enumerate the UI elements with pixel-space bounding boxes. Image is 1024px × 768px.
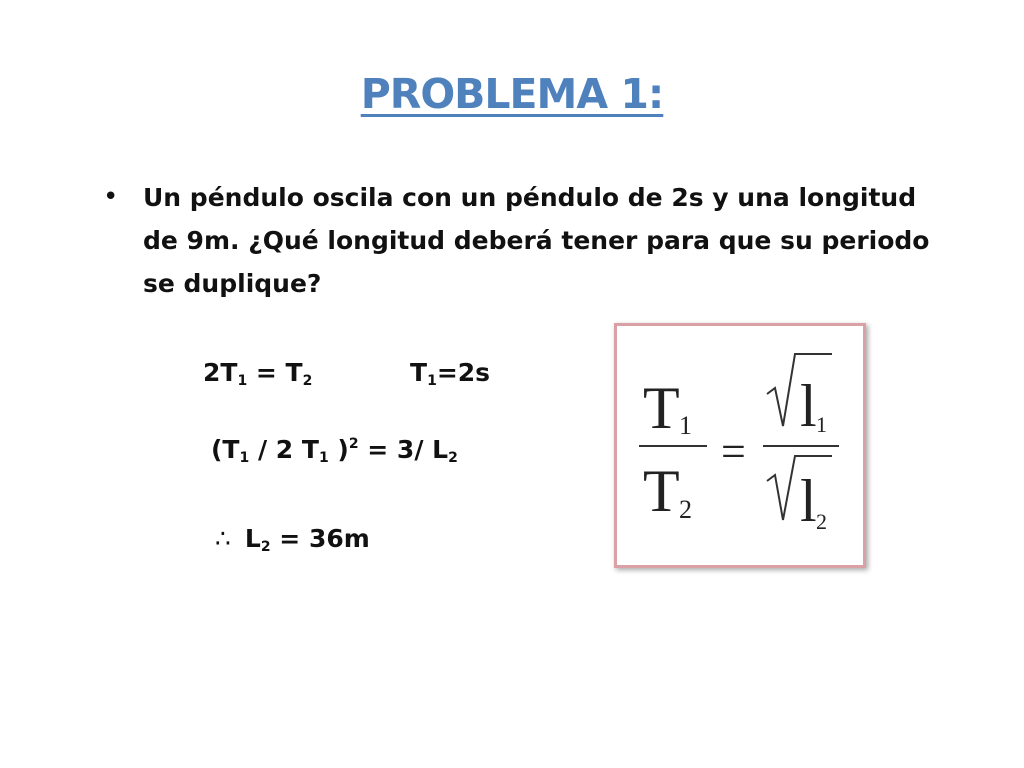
equation-ratio <box>211 435 458 466</box>
formula-num-right: l <box>800 373 817 439</box>
slide-title <box>0 70 1024 118</box>
formula-num-left: T <box>643 375 680 441</box>
eq3-sup-c: 2 <box>348 436 359 452</box>
eq2-part-b: =2s <box>436 358 491 387</box>
formula-num-right-sub: 1 <box>816 412 827 437</box>
eq2-part-a: T <box>410 358 428 387</box>
problem-text: Un péndulo oscila con un péndulo de 2s y una longitud de 9m. ¿Qué longitud deberá tener para que su periodo se duplique? <box>143 183 930 298</box>
pendulum-formula-image <box>614 323 866 568</box>
therefore-icon: ∴ <box>215 524 231 553</box>
eq4-part-b: = 36m <box>270 524 370 553</box>
eq1-part-b: = T <box>247 358 303 387</box>
formula-den-right: l <box>800 468 817 534</box>
eq2-sub-a: 1 <box>427 373 437 389</box>
eq1-sub-b: 2 <box>302 373 313 389</box>
eq3-sub-d: 2 <box>448 450 458 466</box>
equation-t1-value <box>410 358 490 389</box>
eq4-sub-a: 2 <box>260 539 271 555</box>
eq3-part-b: / 2 T <box>249 435 319 464</box>
formula-den-left: T <box>643 458 680 524</box>
eq1-sub-a: 1 <box>237 373 248 389</box>
equation-period-relation <box>203 358 312 389</box>
eq4-part-a: L <box>244 524 261 553</box>
equation-result <box>215 524 370 555</box>
bullet-icon: • <box>103 182 119 212</box>
formula-num-left-sub: 1 <box>679 411 692 440</box>
pendulum-formula-graphic <box>617 326 863 565</box>
eq3-sub-b: 1 <box>318 450 329 466</box>
formula-den-right-sub: 2 <box>816 509 827 534</box>
eq3-part-c: ) <box>328 435 349 464</box>
formula-equals: = <box>721 427 746 476</box>
formula-den-left-sub: 2 <box>679 495 692 524</box>
eq1-part-a: 2T <box>203 358 238 387</box>
eq3-sub-a: 1 <box>239 450 250 466</box>
problem-statement <box>103 176 963 305</box>
eq3-part-a: (T <box>211 435 240 464</box>
eq3-part-d: = 3/ L <box>358 435 449 464</box>
slide-title-text: PROBLEMA 1: <box>360 70 664 118</box>
